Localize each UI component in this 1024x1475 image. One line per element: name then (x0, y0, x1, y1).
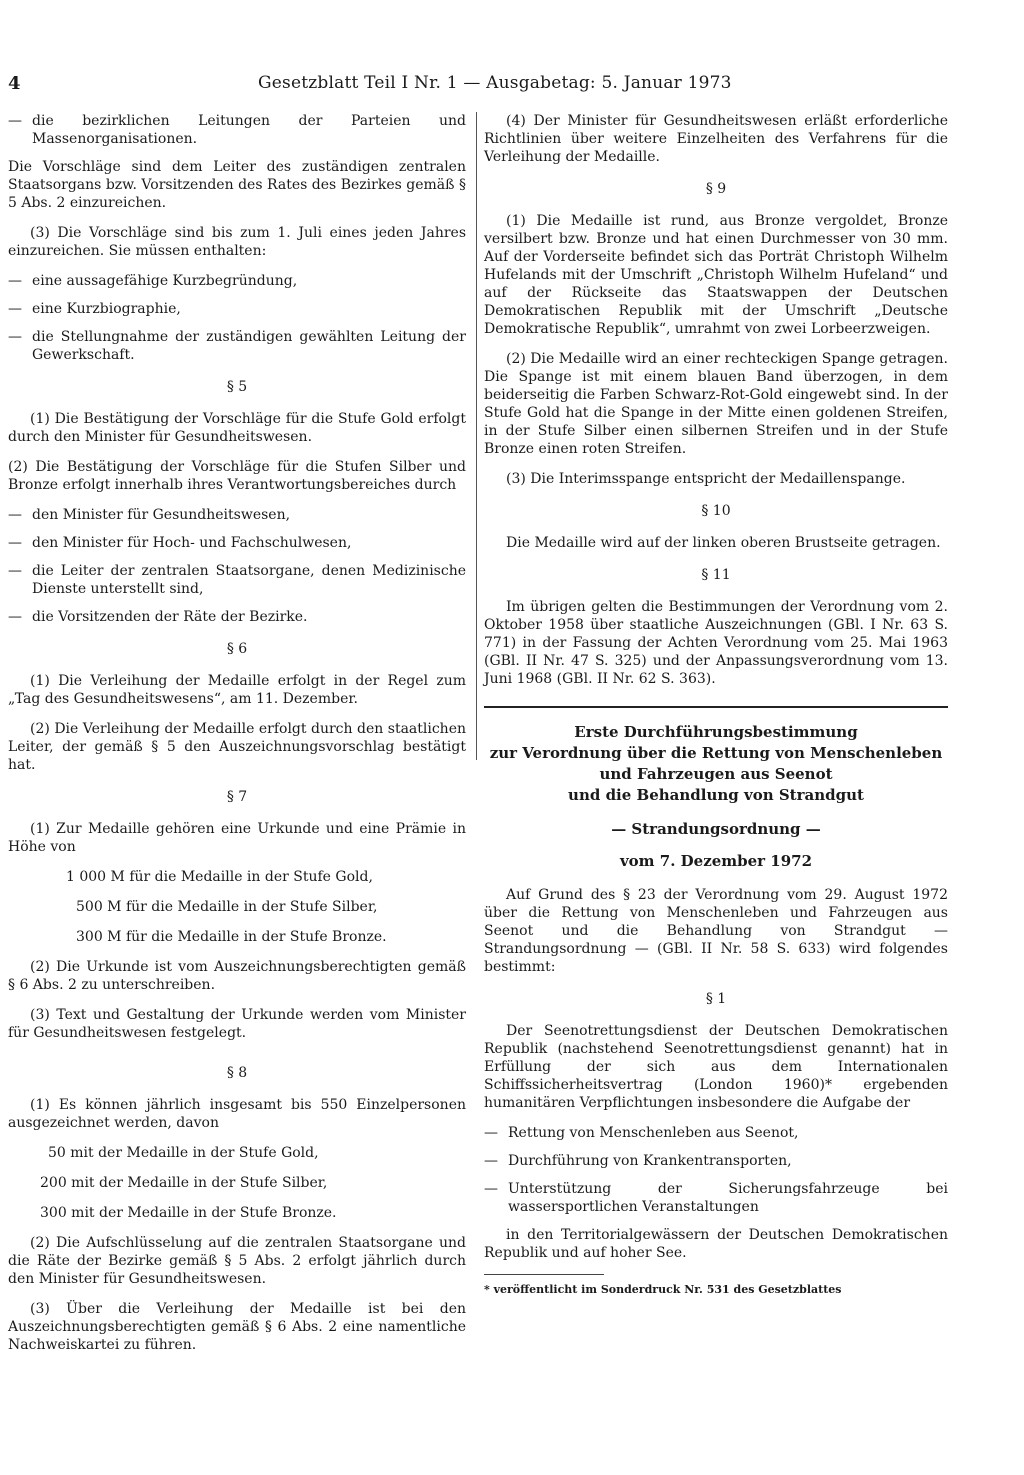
paragraph: (2) Die Bestätigung der Vorschläge für die Stufen Silber und Bronze erfolgt innerhalb ihres Verantwortungsbereiches durch (8, 459, 466, 493)
document-date: vom 7. Dezember 1972 (619, 852, 813, 870)
footnote-rule (484, 1274, 604, 1275)
count-line: 200 mit der Medaille in der Stufe Silber, (40, 1175, 328, 1191)
list-item: — Rettung von Menschenleben aus Seenot, (484, 1125, 799, 1141)
left-column (8, 112, 466, 1366)
paragraph: Auf Grund des § 23 der Verordnung vom 29. August 1972 über die Rettung von Menschenleben und Fahrzeugen aus Seenot und die Behandlung von Strandgut — Strandungsordnung — (GBl. II Nr. 58 S. 633) wird folgendes bestimmt: (484, 887, 948, 975)
list-item: — die Stellungnahme der zuständigen gewählten Leitung der Gewerkschaft. (8, 329, 466, 363)
paragraph: (1) Die Bestätigung der Vorschläge für die Stufe Gold erfolgt durch den Minister für Gesundheitswesen. (8, 411, 466, 445)
amount-line: 300 M für die Medaille in der Stufe Bronze. (76, 929, 387, 945)
paragraph: (3) Die Vorschläge sind bis zum 1. Juli eines jeden Jahres einzureichen. Sie müssen enthalten: (8, 225, 466, 259)
paragraph: Der Seenotrettungsdienst der Deutschen Demokratischen Republik (nachstehend Seenotrettungsdienst genannt) hat in Erfüllung der sich aus dem Internationalen Schiffssicherheitsvertrag (London 1960)* ergebenden humanitären Verpflichtungen insbesondere die Aufgabe der (484, 1023, 948, 1111)
column-divider (476, 112, 477, 760)
amount-line: 1 000 M für die Medaille in der Stufe Gold, (66, 869, 373, 885)
paragraph: (3) Die Interimsspange entspricht der Medaillenspange. (506, 471, 906, 487)
paragraph: in den Territorialgewässern der Deutschen Demokratischen Republik und auf hoher See. (484, 1227, 948, 1261)
page-number: 4 (8, 73, 21, 94)
list-item: — die Vorsitzenden der Räte der Bezirke. (8, 609, 308, 625)
count-line: 300 mit der Medaille in der Stufe Bronze. (40, 1205, 337, 1221)
paragraph: (2) Die Aufschlüsselung auf die zentralen Staatsorgane und die Räte der Bezirke gemäß § 5 Abs. 2 erfolgt jährlich durch den Minister für Gesundheitswesen. (8, 1235, 466, 1287)
list-item: — die Leiter der zentralen Staatsorgane, denen Medizinische Dienste unterstellt sind, (8, 563, 466, 597)
paragraph: Im übrigen gelten die Bestimmungen der Verordnung vom 2. Oktober 1958 über staatliche Auszeichnungen (GBl. I Nr. 63 S. 771) in der Fassung der Achten Verordnung vom 25. Mai 1963 (GBl. II Nr. 47 S. 325) und der Anpassungsverordnung vom 13. Juni 1968 (GBl. II Nr. 62 S. 363). (484, 599, 948, 687)
document-title: und die Behandlung von Strandgut (568, 786, 864, 804)
paragraph: (2) Die Verleihung der Medaille erfolgt durch den staatlichen Leiter, der gemäß § 5 den Auszeichnungsvorschlag bestätigt hat. (8, 721, 466, 773)
paragraph: (1) Es können jährlich insgesamt bis 550 Einzelpersonen ausgezeichnet werden, davon (8, 1097, 466, 1131)
section-heading: § 5 (226, 379, 248, 395)
list-item: — Unterstützung der Sicherungsfahrzeuge bei wassersportlichen Veranstaltungen (484, 1181, 948, 1215)
section-heading: § 7 (226, 789, 248, 805)
paragraph: (1) Die Medaille ist rund, aus Bronze vergoldet, Bronze versilbert bzw. Bronze und hat einen Durchmesser von 30 mm. Auf der Vorderseite befindet sich das Porträt Christoph Wilhelm Hufelands mit der Umschrift „Christoph Wilhelm Hufeland“ und auf der Rückseite das Staatswappen der Deutschen Demokratischen Republik mit der Umschrift „Deutsche Demokratische Republik“, umrahmt von zwei Lorbeerzweigen. (484, 213, 948, 337)
document-title: und Fahrzeugen aus Seenot (599, 765, 833, 783)
list-item: — eine Kurzbiographie, (8, 301, 181, 317)
paragraph: (2) Die Medaille wird an einer rechteckigen Spange getragen. Die Spange ist mit einem blauen Band überzogen, in dem beiderseitig die Farben Schwarz-Rot-Gold eingewebt sind. In der Stufe Gold hat die Spange in der Mitte einen goldenen Streifen, in der Stufe Silber einen silbernen Streifen und in der Stufe Bronze einen roten Streifen. (484, 351, 948, 457)
paragraph: (1) Die Verleihung der Medaille erfolgt in der Regel zum „Tag des Gesundheitswesens“, am 11. Dezember. (8, 673, 466, 707)
paragraph: (3) Text und Gestaltung der Urkunde werden vom Minister für Gesundheitswesen festgelegt. (8, 1007, 466, 1041)
paragraph: Die Medaille wird auf der linken oberen Brustseite getragen. (506, 535, 941, 551)
paragraph: (1) Zur Medaille gehören eine Urkunde und eine Prämie in Höhe von (8, 821, 466, 855)
paragraph: (2) Die Urkunde ist vom Auszeichnungsberechtigten gemäß § 6 Abs. 2 zu unterschreiben. (8, 959, 466, 993)
document-subtitle: — Strandungsordnung — (611, 820, 821, 838)
page-header (0, 73, 1024, 95)
list-item: — den Minister für Hoch- und Fachschulwesen, (8, 535, 352, 551)
footnote: * veröffentlicht im Sonderdruck Nr. 531 des Gesetzblattes (484, 1283, 842, 1296)
paragraph: Die Vorschläge sind dem Leiter des zuständigen zentralen Staatsorgans bzw. Vorsitzenden des Rates des Bezirkes gemäß § 5 Abs. 2 einzureichen. (8, 159, 466, 211)
section-heading: § 1 (705, 991, 727, 1007)
section-heading: § 9 (705, 181, 727, 197)
section-rule (484, 706, 948, 708)
amount-line: 500 M für die Medaille in der Stufe Silber, (76, 899, 378, 915)
list-item: — die bezirklichen Leitungen der Parteien und Massenorganisationen. (8, 113, 466, 147)
paragraph: (4) Der Minister für Gesundheitswesen erläßt erforderliche Richtlinien über weitere Einzelheiten des Verfahrens für die Verleihung der Medaille. (484, 113, 948, 165)
document-title: Erste Durchführungsbestimmung (574, 723, 858, 741)
section-heading: § 8 (226, 1065, 248, 1081)
list-item: — Durchführung von Krankentransporten, (484, 1153, 792, 1169)
section-heading: § 10 (701, 503, 731, 519)
paragraph: (3) Über die Verleihung der Medaille ist bei den Auszeichnungsberechtigten gemäß § 6 Abs. 2 eine namentliche Nachweiskartei zu führen. (8, 1301, 466, 1353)
list-item: — den Minister für Gesundheitswesen, (8, 507, 291, 523)
section-heading: § 11 (701, 567, 731, 583)
right-column (484, 112, 948, 1299)
running-title: Gesetzblatt Teil I Nr. 1 — Ausgabetag: 5. Januar 1973 (258, 73, 732, 93)
document-title: zur Verordnung über die Rettung von Menschenleben (489, 744, 943, 762)
section-heading: § 6 (226, 641, 248, 657)
list-item: — eine aussagefähige Kurzbegründung, (8, 273, 298, 289)
count-line: 50 mit der Medaille in der Stufe Gold, (48, 1145, 319, 1161)
